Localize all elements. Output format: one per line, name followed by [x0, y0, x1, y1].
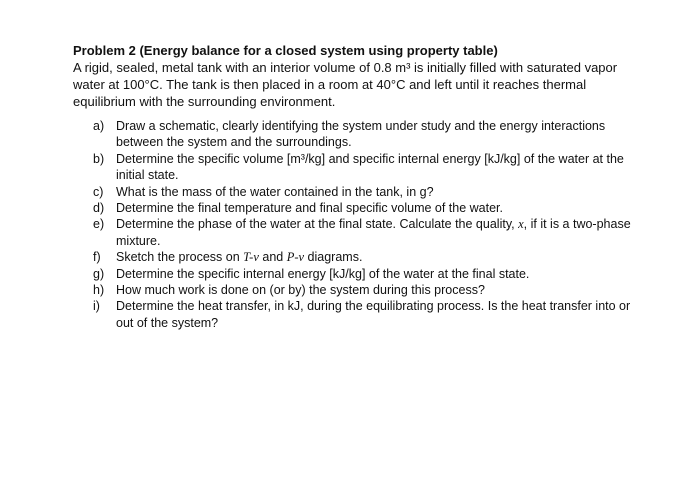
- quality-variable: x: [518, 217, 524, 232]
- part-text-mid: and: [258, 250, 287, 265]
- part-item-d: [93, 200, 633, 216]
- part-text: What is the mass of the water contained in the tank, in g?: [116, 184, 434, 199]
- part-text-after: diagrams.: [304, 250, 363, 265]
- part-marker: i): [93, 299, 100, 314]
- part-item-f: [93, 249, 633, 265]
- parts-list: [93, 118, 633, 331]
- part-item-h: [93, 282, 633, 298]
- part-marker: a): [93, 119, 105, 133]
- problem-header: [73, 42, 633, 110]
- part-item-b: [93, 151, 633, 184]
- part-marker: d): [93, 201, 105, 216]
- part-item-a: [93, 118, 633, 151]
- part-text: Draw a schematic, clearly identifying the system under study and the energy interactions between the system and the surroundings.: [116, 119, 606, 150]
- part-text: Determine the final temperature and final specific volume of the water.: [116, 201, 504, 216]
- part-text-before: Determine the phase of the water at the final state. Calculate the quality,: [116, 217, 519, 232]
- part-item-g: [93, 266, 633, 282]
- part-marker: e): [93, 217, 105, 232]
- part-marker: g): [93, 266, 105, 281]
- part-text-before: Sketch the process on: [116, 250, 244, 265]
- part-text: [116, 249, 633, 265]
- part-marker: b): [93, 151, 105, 166]
- part-marker: c): [93, 184, 104, 199]
- part-text: Determine the specific internal energy [kJ/kg] of the water at the final state.: [116, 266, 530, 281]
- part-text: [116, 216, 633, 249]
- part-text: Determine the heat transfer, in kJ, during the equilibrating process. Is the heat transfer into or out of the system?: [116, 299, 631, 330]
- part-item-e: [93, 216, 633, 249]
- tv-diagram-label: T-v: [243, 250, 259, 265]
- part-text-after: , if it is a two-phase mixture.: [116, 217, 631, 248]
- part-marker: h): [93, 283, 105, 298]
- part-text: How much work is done on (or by) the system during this process?: [116, 283, 485, 298]
- part-item-i: [93, 298, 633, 331]
- pv-diagram-label: P-v: [286, 250, 305, 265]
- problem-statement: A rigid, sealed, metal tank with an interior volume of 0.8 m³ is initially filled with saturated vapor water at 100°C. The tank is then placed in a room at 40°C and left until it reaches thermal equilibrium with the surrounding environment.: [73, 60, 618, 109]
- part-item-c: [93, 184, 633, 200]
- problem-title: Problem 2 (Energy balance for a closed system using property table): [73, 43, 498, 58]
- part-marker: f): [93, 250, 101, 265]
- part-text: Determine the specific volume [m³/kg] and specific internal energy [kJ/kg] of the water at the initial state.: [116, 151, 624, 183]
